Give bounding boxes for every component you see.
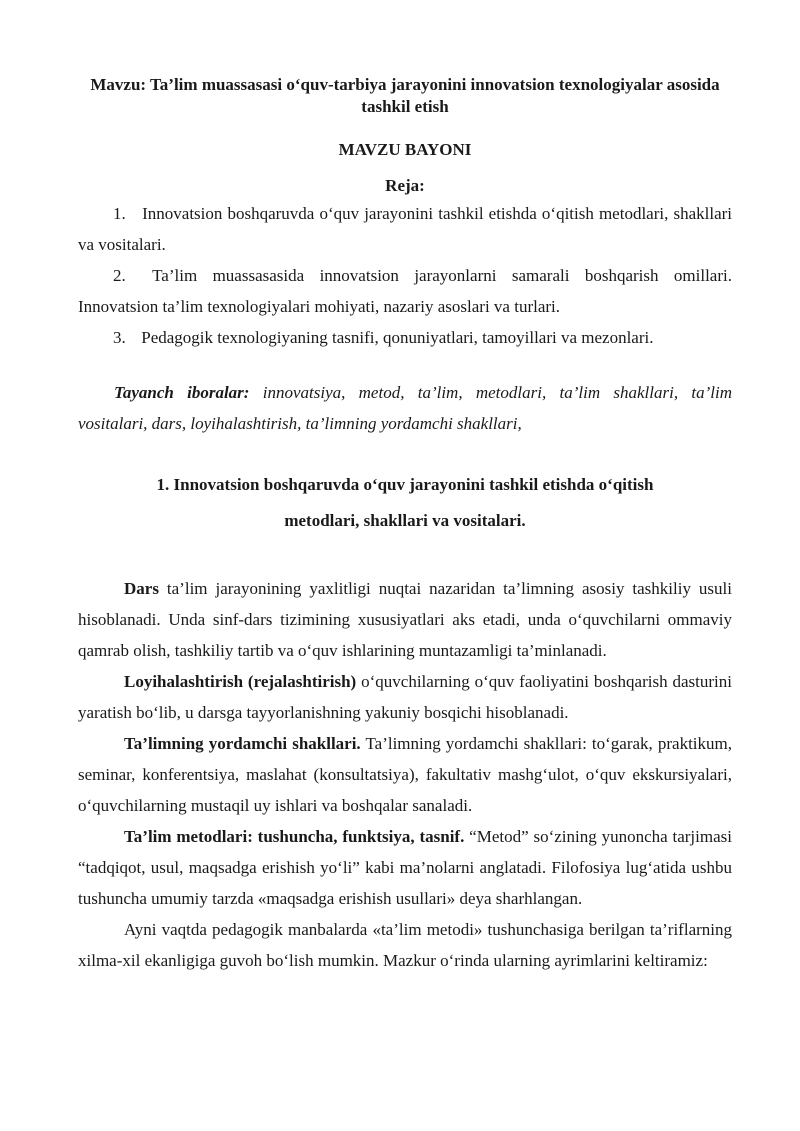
body-paragraph	[78, 821, 732, 914]
paragraph-term: Ta’limning yordamchi shakllari.	[124, 734, 361, 753]
plan-item-text: Ta’lim muassasasida innovatsion jarayonlarni samarali boshqarish omillari. Innovatsion ta’lim texnologiyalari mohiyati, nazariy asoslari va turlari.	[78, 266, 732, 316]
body-paragraph	[78, 666, 732, 728]
plan-item	[78, 260, 732, 322]
plan-item-number: 2.	[113, 266, 126, 285]
plan-item-number: 1.	[113, 204, 126, 223]
plan-item	[78, 198, 732, 260]
body-paragraph	[78, 728, 732, 821]
document-page	[78, 74, 732, 976]
plan-item-number: 3.	[113, 328, 126, 347]
paragraph-text: ta’lim jarayonining yaxlitligi nuqtai nazaridan ta’limning asosiy tashkiliy usuli hisoblanadi. Unda sinf-dars tizimining xususiyatlari aks etadi, unda o‘quvchilarni ommaviy qamrab olish, tashkiliy tartib va o‘quv ishlarining muntazamligi ta’minlanadi.	[78, 579, 732, 660]
document-subtitle: MAVZU BAYONI	[338, 140, 472, 159]
paragraph-text: “Metod” so‘zining yunoncha tarjimasi “tadqiqot, usul, maqsadga erishish yo‘li” kabi ma’nolarni anglatadi. Filofosiya lug‘atida ushbu tushuncha umumiy tarzda «maqsadga erishish usullari» deya sharhlangan.	[78, 827, 732, 908]
document-title: Mavzu: Ta’lim muassasasi o‘quv-tarbiya jarayonini innovatsion texnologiyalar asosida tashkil etish	[90, 75, 720, 116]
keywords-text: innovatsiya, metod, ta’lim, metodlari, ta’lim shakllari, ta’lim vositalari, dars, loyihalashtirish, ta’limning yordamchi shakllari,	[78, 383, 732, 433]
keywords-label: Tayanch iboralar:	[114, 383, 250, 402]
plan-item	[78, 322, 732, 353]
paragraph-term: Dars	[124, 579, 159, 598]
body-paragraph	[78, 914, 732, 976]
section-heading: 1. Innovatsion boshqaruvda o‘quv jarayonini tashkil etishda o‘qitish metodlari, shakllari va vositalari.	[156, 475, 654, 530]
paragraph-term: Loyihalashtirish (rejalashtirish)	[124, 672, 357, 691]
plan-heading: Reja:	[385, 176, 425, 195]
paragraph-term: Ta’lim metodlari: tushuncha, funktsiya, tasnif.	[124, 827, 465, 846]
plan-item-text: Pedagogik texnologiyaning tasnifi, qonuniyatlari, tamoyillari va mezonlari.	[141, 328, 654, 347]
paragraph-text: Ayni vaqtda pedagogik manbalarda «ta’lim metodi» tushunchasiga berilgan ta’riflarning xilma-xil ekanligiga guvoh bo‘lish mumkin. Mazkur o‘rinda ularning ayrimlarini keltiramiz:	[78, 920, 732, 970]
paragraph-text: Ta’limning yordamchi shakllari: to‘garak, praktikum, seminar, konferentsiya, maslahat (konsultatsiya), fakultativ mashg‘ulot, o‘quv ekskursiyalari, o‘quvchilarning mustaqil uy ishlari va boshqalar sanaladi.	[78, 734, 732, 815]
paragraph-text: o‘quvchilarning o‘quv faoliyatini boshqarish dasturini yaratish bo‘lib, u darsga tayyorlanishning yakuniy bosqichi hisoblanadi.	[78, 672, 732, 722]
plan-item-text: Innovatsion boshqaruvda o‘quv jarayonini tashkil etishda o‘qitish metodlari, shakllari va vositalari.	[78, 204, 732, 254]
keywords-paragraph	[78, 377, 732, 439]
plan-list	[78, 198, 732, 353]
body-paragraph	[78, 573, 732, 666]
